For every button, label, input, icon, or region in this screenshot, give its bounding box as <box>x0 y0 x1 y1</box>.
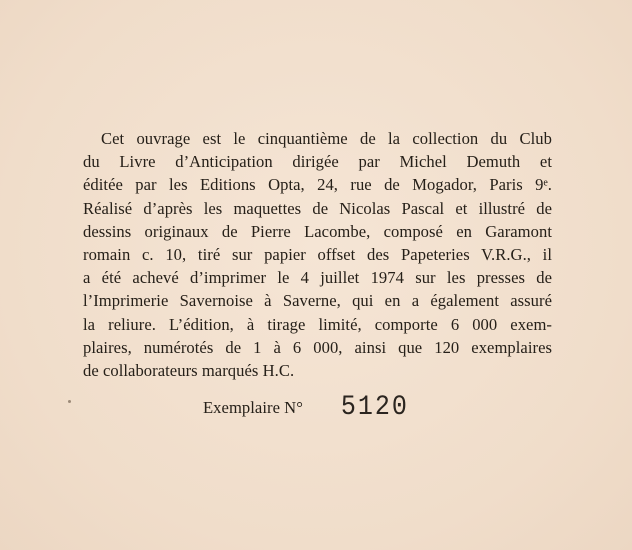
copy-number-stamp: 5120 <box>340 390 409 423</box>
colophon-line: Réalisé d’après les maquettes de Nicolas Pascal et illustré de <box>83 198 552 218</box>
colophon-paragraph <box>83 127 552 382</box>
colophon-line: a été achevé d’imprimer le 4 juillet 1974 sur les presses de <box>83 268 552 288</box>
colophon-line: éditée par les Editions Opta, 24, rue de Mogador, Paris 9ᵉ. <box>83 175 552 195</box>
paper-speck <box>68 400 71 403</box>
colophon-line: du Livre d’Anticipation dirigée par Michel Demuth et <box>83 152 552 172</box>
colophon-line: Cet ouvrage est le cinquantième de la collection du Club <box>101 129 552 148</box>
colophon-line: la reliure. L’édition, à tirage limité, comporte 6 000 exem- <box>83 314 552 334</box>
colophon-line: romain c. 10, tiré sur papier offset des Papeteries V.R.G., il <box>83 245 552 265</box>
colophon-line: l’Imprimerie Savernoise à Saverne, qui en a également assuré <box>83 291 552 311</box>
copy-number-label: Exemplaire N° <box>203 398 303 417</box>
colophon-line: plaires, numérotés de 1 à 6 000, ainsi que 120 exemplaires <box>83 337 552 357</box>
colophon-line: de collaborateurs marqués H.C. <box>83 361 295 381</box>
copy-number-row <box>203 390 409 423</box>
colophon-line: dessins originaux de Pierre Lacombe, composé en Garamont <box>83 221 552 241</box>
